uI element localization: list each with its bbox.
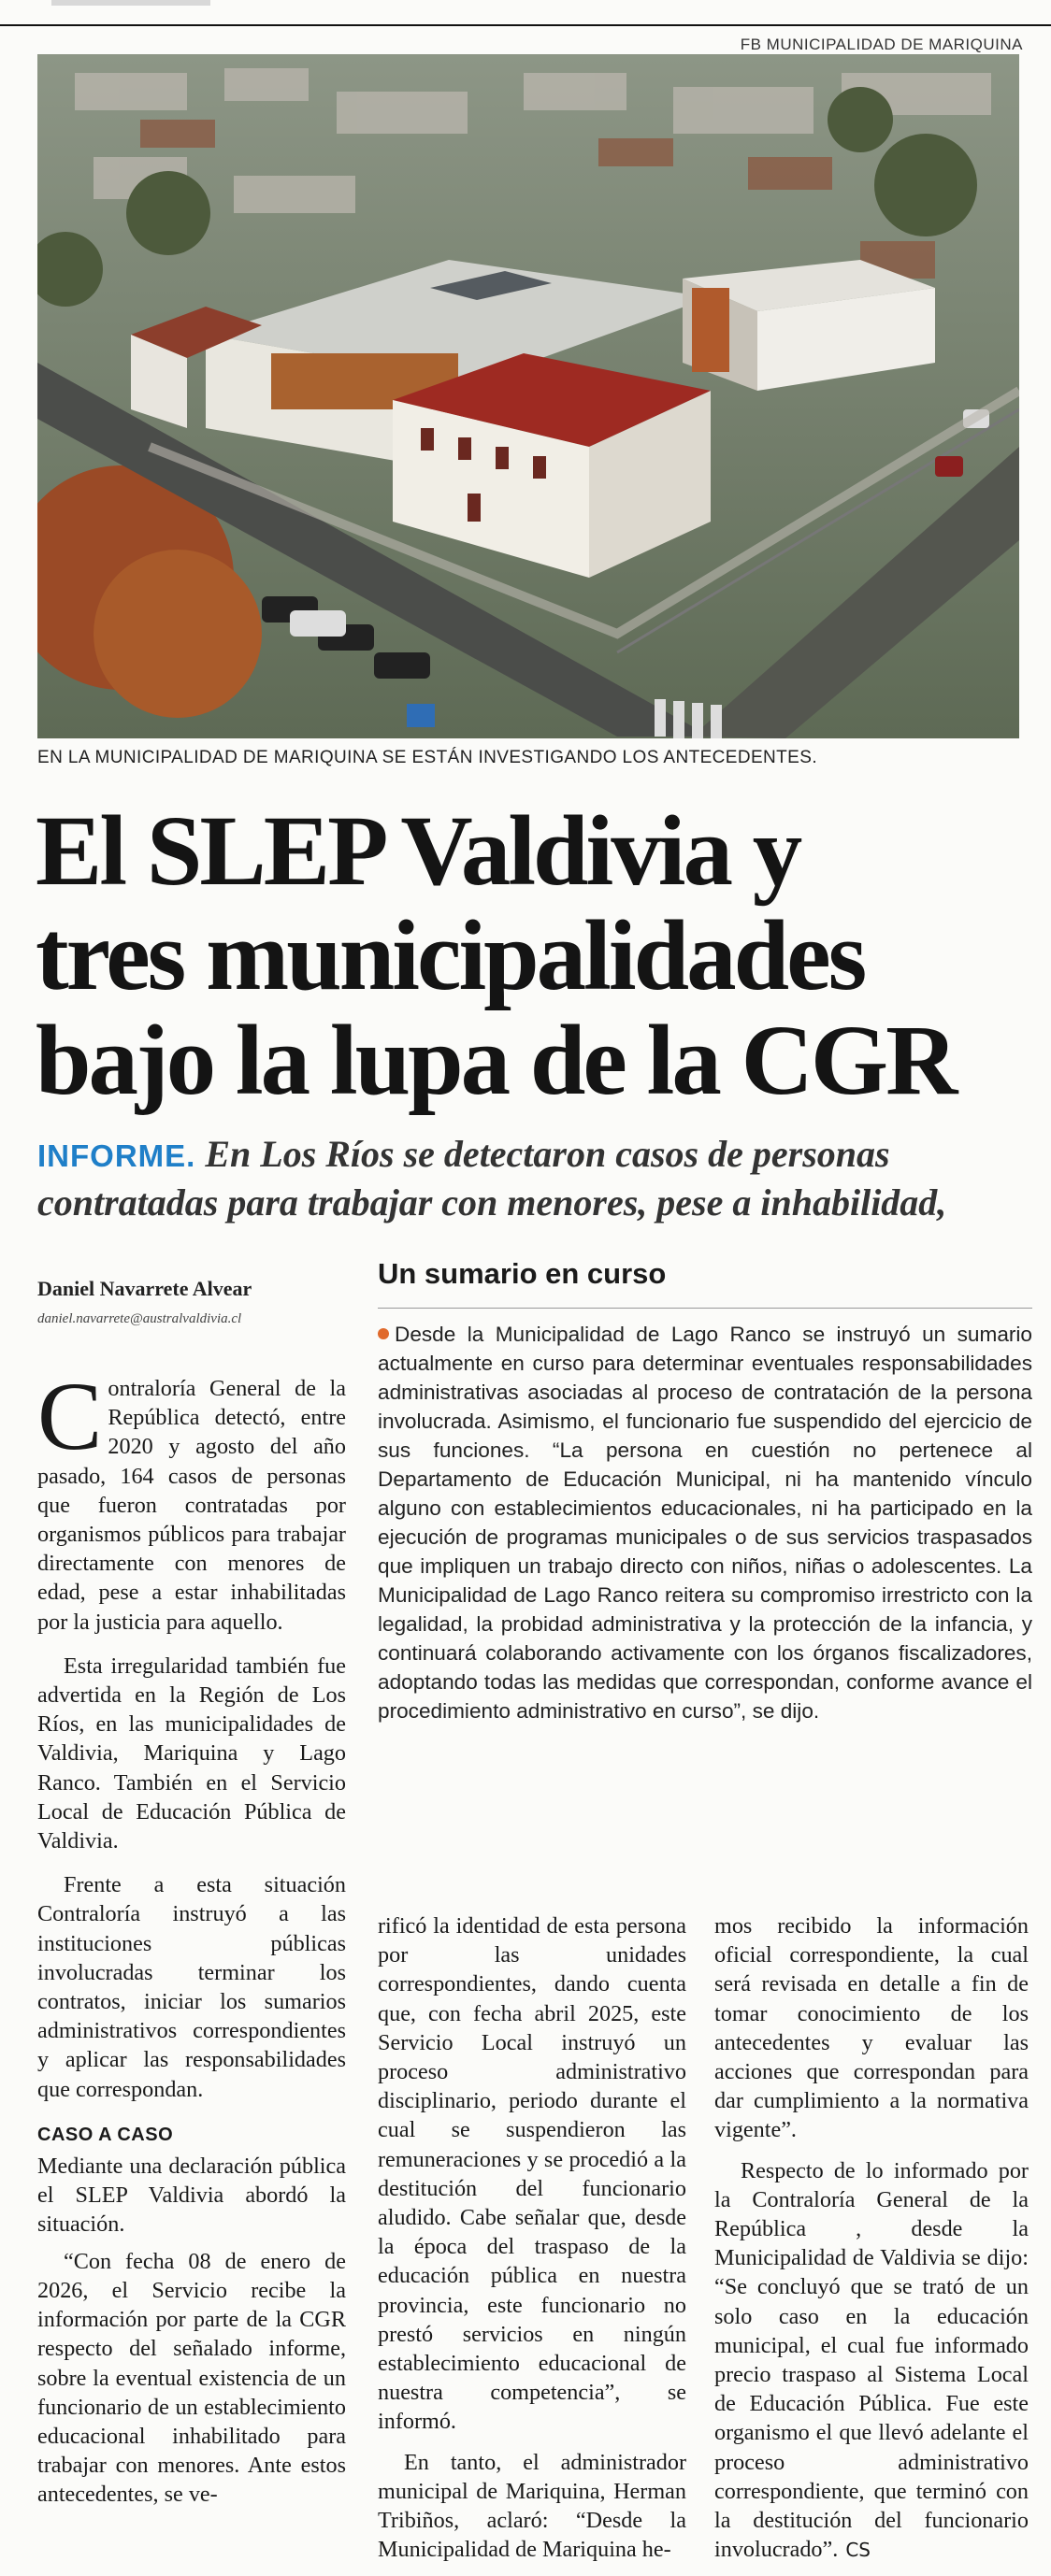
aerial-photo <box>37 54 1019 738</box>
byline-author: Daniel Navarrete Alvear <box>37 1277 252 1300</box>
article-paragraph: Esta irregularidad también fue advertida en la Región de Los Ríos, en las municipalidades de Valdivia, Mariquina y Lago Ranco. También en el Servicio Local de Educación Pública de Valdivia. <box>37 1653 346 1854</box>
sidebar-text: Desde la Municipalidad de Lago Ranco se instruyó un sumario actualmente en curso para determinar eventuales responsabilidades administrativas asociadas al proceso de contratación de la persona involucrada. Asimismo, el funcionario fue suspendido del ejercicio de sus funciones. “La persona en cuestión no pertenece al Departamento de Educación Municipal, ni ha mantenido vínculo alguno con establecimientos educacionales, ni ha participado en la ejecución de programas municipales o de sus servicios traspasados que impliquen un trabajo directo con niños, niñas o adolescentes. La Municipalidad de Lago Ranco reitera su compromiso irrestricto con la legalidad, la probidad administrativa y la protección de la infancia, y continuará colaborando activamente con los órganos fiscalizadores, adoptando todas las medidas que correspondan, conforme avance el procedimiento administrativo en curso”, se dijo. <box>378 1323 1032 1723</box>
article-paragraph: rificó la identidad de esta persona por las unidades correspondientes, dando cuenta que, con fecha abril 2025, este Servicio Local instruyó un proceso administrativo disciplinario, periodo durante el cual se suspendieron las remuneraciones y se procedió a la destitución del funcionario aludido. Cabe señalar que, desde la época del traspaso de la educación pública en nuestra provincia, este funcionario no prestó servicios en ningún establecimiento educacional de nuestra competencia”, se informó. <box>378 1913 686 2435</box>
article-paragraph-text: Respecto de lo informado por la Contraloría General de la República , desde la Municipalidad de Valdivia se dijo: “Se concluyó que se trató de un solo caso en la educación municipal, el cual fue informado precio traspaso al Sistema Local de Educación Pública. Fue este organismo el que llevó adelante el proceso administrativo correspondiente, que terminó con la destitución del funcionario involucrado”. <box>714 2157 1029 2563</box>
headline <box>36 796 1027 1116</box>
article-paragraph: “Con fecha 08 de enero de 2026, el Servicio recibe la información por parte de la CGR respecto del señalado informe, sobre la eventual existencia de un funcionario de un establecimiento educacional inhabilitado para trabajar con menores. Ante estos antecedentes, se ve- <box>37 2248 346 2508</box>
deck-kicker: INFORME. <box>37 1138 196 1173</box>
article-paragraph: mos recibido la información oficial correspondiente, la cual será revisada en detalle a fin de tomar conocimiento de los antecedentes y evaluar las acciones que correspondan para dar cumplimiento a la normativa vigente”. <box>714 1913 1029 2143</box>
page-top-rule <box>0 0 1051 26</box>
deck <box>37 1131 1029 1226</box>
article-paragraph-text: ontraloría General de la República detectó, entre 2020 y agosto del año pasado, 164 casos de personas que fueron contratadas por organismos públicos para trabajar directamente con menores de edad, pese a estar inhabilitadas por la justicia para aquello. <box>37 1376 346 1635</box>
article-paragraph: Mediante una declaración pública el SLEP Valdivia abordó la situación. <box>37 2154 346 2238</box>
sidebar-title: Un sumario en curso <box>378 1257 667 1290</box>
article-paragraph: Frente a esta situación Contraloría instruyó a las instituciones públicas involucradas terminar los contratos, iniciar los sumarios administrativos correspondientes y aplicar las responsabilidades que correspondan. <box>37 1872 346 2102</box>
dropcap: C <box>37 1363 103 1470</box>
article-paragraph <box>714 2156 1029 2566</box>
headline-line-3: bajo la lupa de la CGR <box>36 1006 956 1116</box>
article-paragraph <box>37 1363 346 1637</box>
article-column-1 <box>37 1363 346 2525</box>
photo-credit: FB MUNICIPALIDAD DE MARIQUINA <box>740 36 1023 53</box>
bullet-icon <box>378 1328 389 1339</box>
article-column-3 <box>714 1911 1029 2576</box>
headline-line-2: tres municipalidades <box>36 901 865 1011</box>
article-column-2 <box>378 1911 686 2575</box>
article-paragraph: En tanto, el administrador municipal de Mariquina, Herman Tribiños, aclaró: “Desde la Municipalidad de Mariquina he- <box>378 2449 686 2563</box>
end-mark-icon: CS <box>845 2539 871 2562</box>
photo-caption: EN LA MUNICIPALIDAD DE MARIQUINA SE ESTÁN INVESTIGANDO LOS ANTECEDENTES. <box>37 748 818 767</box>
headline-line-1: El SLEP Valdivia y <box>36 796 800 907</box>
deck-text: En Los Ríos se detectaron casos de personas contratadas para trabajar con menores, pese a inhabilidad, <box>37 1133 947 1224</box>
sidebar-rule <box>378 1308 1032 1309</box>
section-subhead: CASO A CASO <box>37 2124 174 2145</box>
section-tab <box>51 0 210 6</box>
sidebar-body <box>378 1320 1032 1725</box>
byline-email: daniel.navarrete@australvaldivia.cl <box>37 1311 242 1326</box>
